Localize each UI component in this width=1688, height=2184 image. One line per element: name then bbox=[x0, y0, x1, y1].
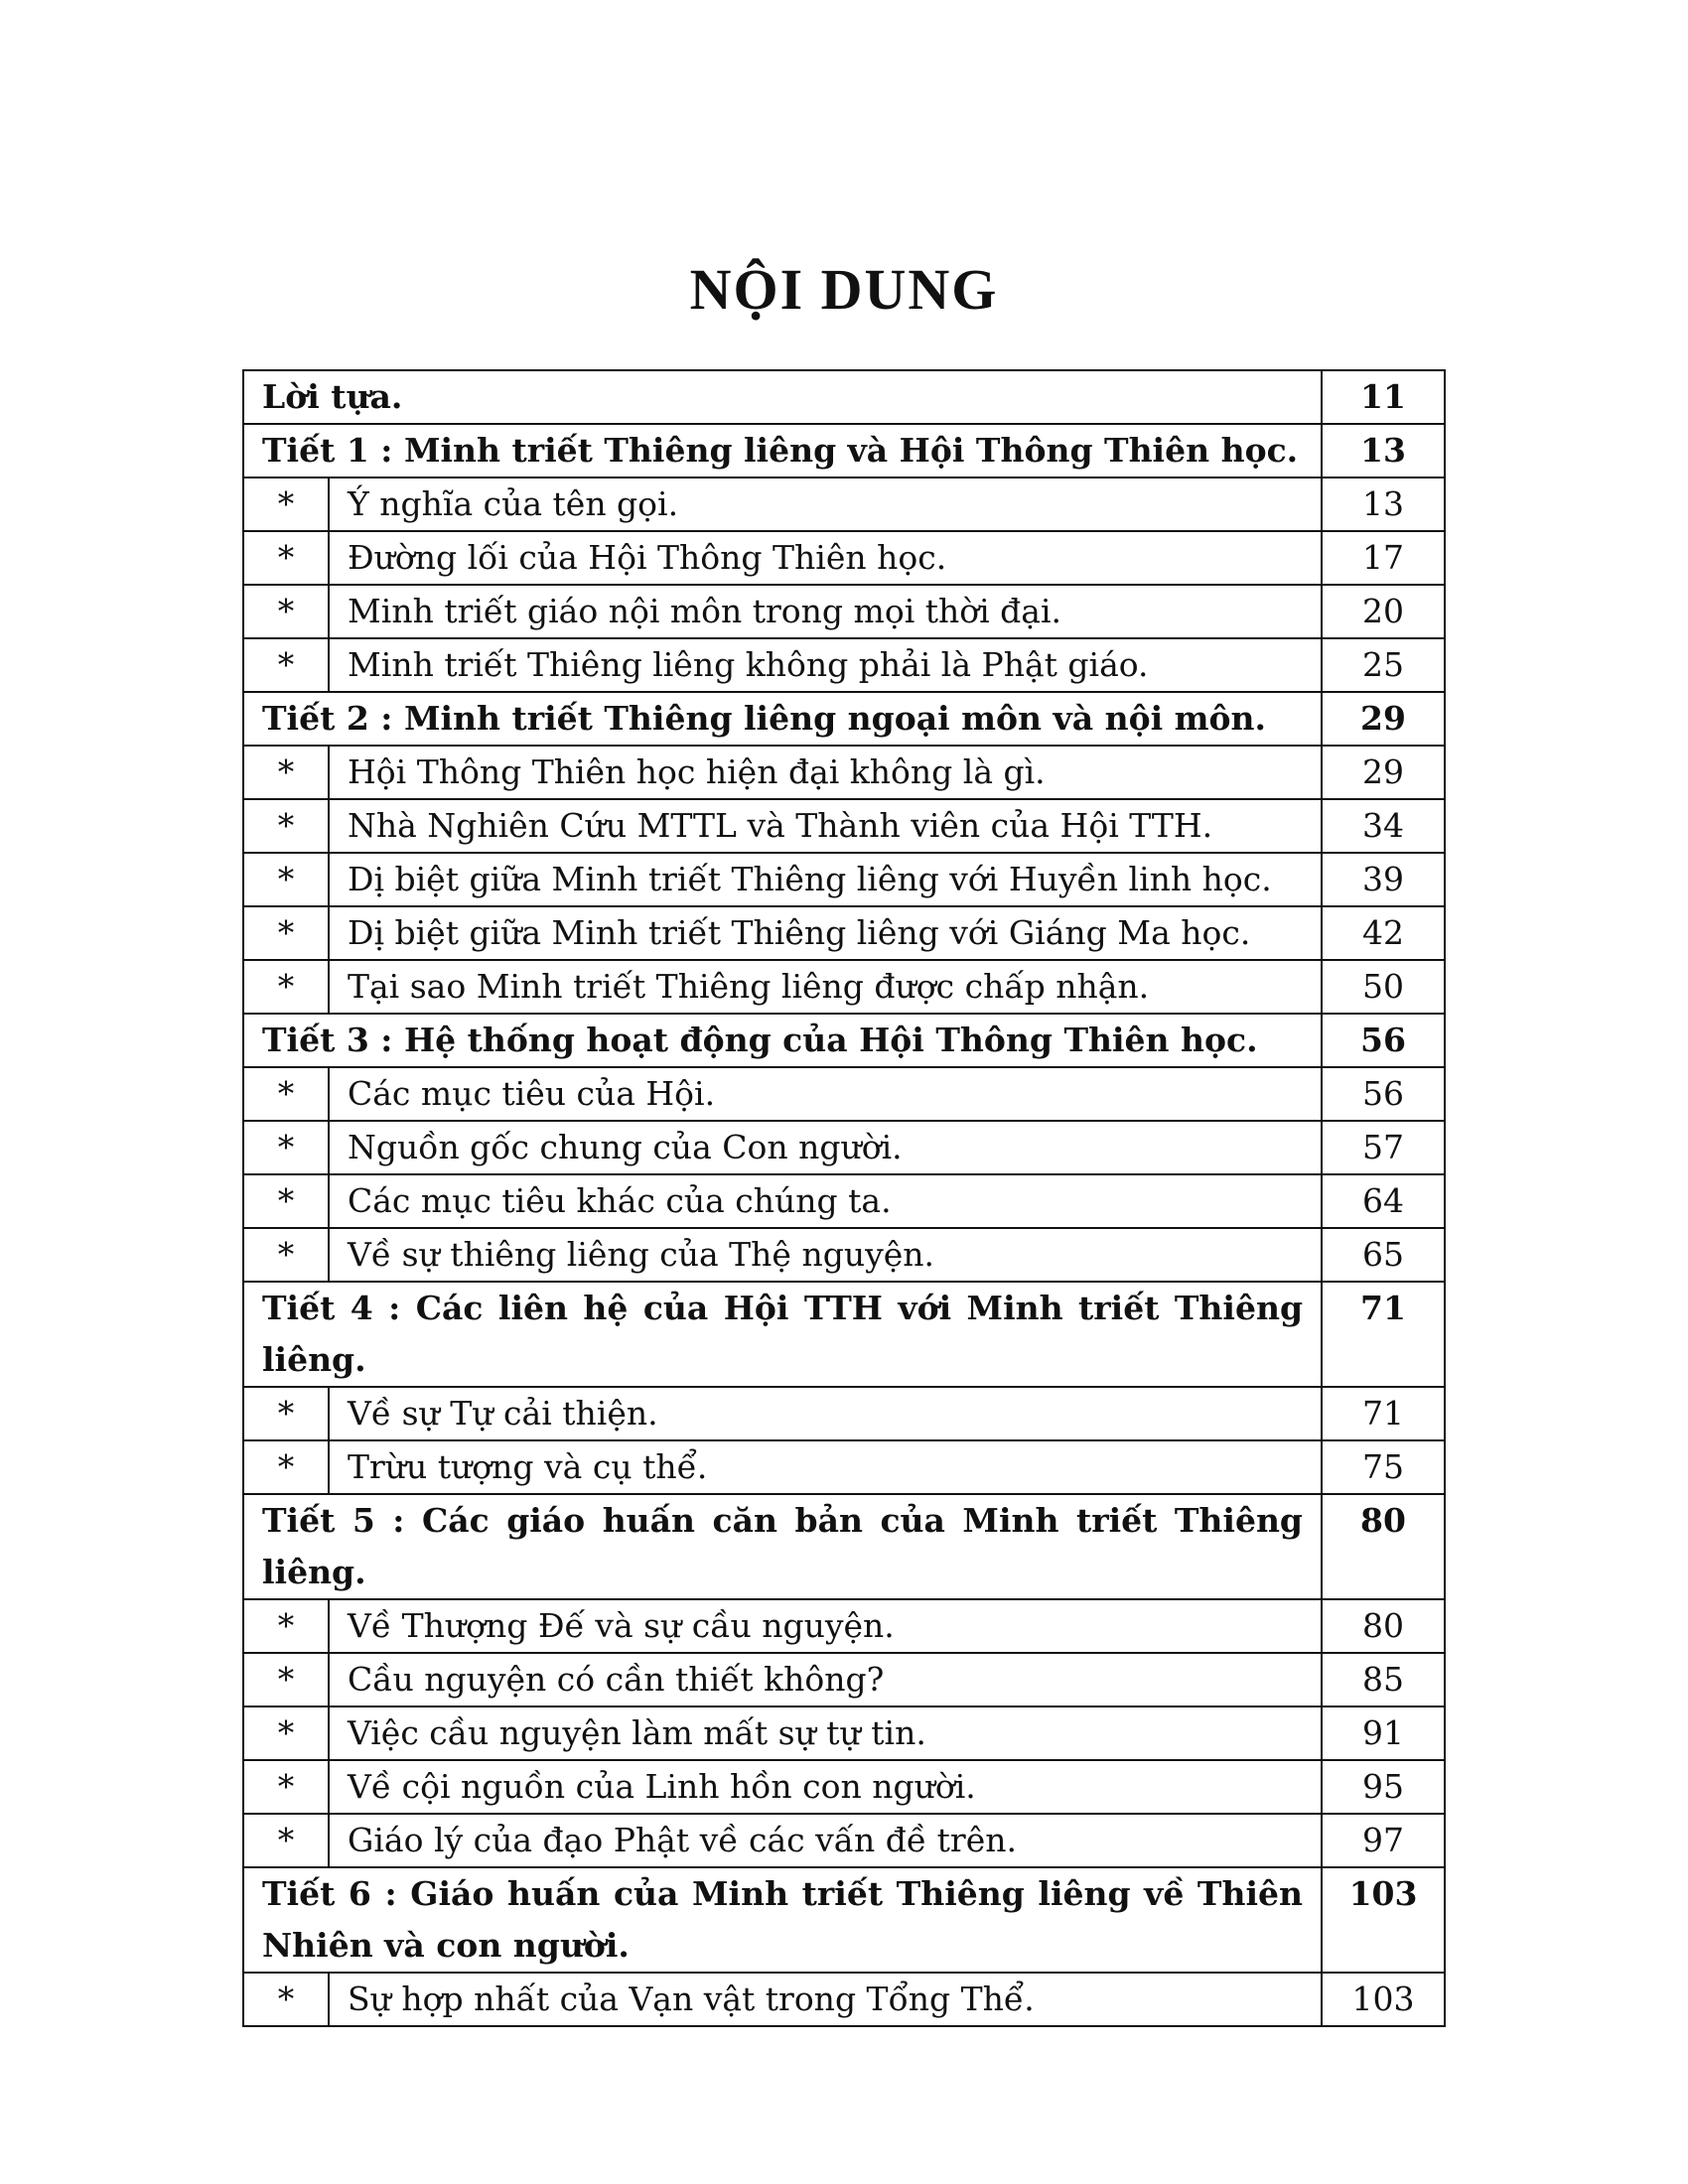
toc-item-row bbox=[243, 1973, 1445, 2026]
toc-section-title: Tiết 4 : Các liên hệ của Hội TTH với Minh triết Thiêng liêng. bbox=[243, 1282, 1322, 1387]
toc-item-label: Nguồn gốc chung của Con người. bbox=[329, 1121, 1322, 1174]
toc-item-row bbox=[243, 1067, 1445, 1121]
toc-page-number: 20 bbox=[1322, 585, 1445, 638]
toc-page-number: 71 bbox=[1322, 1387, 1445, 1440]
toc-page-number: 103 bbox=[1322, 1867, 1445, 1973]
toc-page-number: 29 bbox=[1322, 692, 1445, 746]
toc-item-label: Các mục tiêu khác của chúng ta. bbox=[329, 1174, 1322, 1228]
toc-item-row bbox=[243, 1760, 1445, 1814]
toc-item-label: Đường lối của Hội Thông Thiên học. bbox=[329, 531, 1322, 585]
toc-bullet-marker: * bbox=[243, 1067, 329, 1121]
toc-page-number: 29 bbox=[1322, 746, 1445, 799]
toc-bullet-marker: * bbox=[243, 1814, 329, 1867]
toc-section-title: Tiết 2 : Minh triết Thiêng liêng ngoại môn và nội môn. bbox=[243, 692, 1322, 746]
toc-item-row bbox=[243, 746, 1445, 799]
toc-page-number: 85 bbox=[1322, 1653, 1445, 1706]
toc-page-number: 56 bbox=[1322, 1014, 1445, 1067]
toc-item-label: Về sự thiêng liêng của Thệ nguyện. bbox=[329, 1228, 1322, 1282]
toc-page-number: 13 bbox=[1322, 478, 1445, 531]
toc-item-label: Trừu tượng và cụ thể. bbox=[329, 1440, 1322, 1494]
toc-item-row bbox=[243, 853, 1445, 906]
toc-item-row bbox=[243, 1174, 1445, 1228]
toc-bullet-marker: * bbox=[243, 1706, 329, 1760]
toc-item-row bbox=[243, 960, 1445, 1014]
toc-item-row bbox=[243, 1387, 1445, 1440]
toc-bullet-marker: * bbox=[243, 1174, 329, 1228]
toc-section-row bbox=[243, 1282, 1445, 1387]
toc-item-row bbox=[243, 1599, 1445, 1653]
toc-item-label: Dị biệt giữa Minh triết Thiêng liêng với Giáng Ma học. bbox=[329, 906, 1322, 960]
toc-item-label: Về cội nguồn của Linh hồn con người. bbox=[329, 1760, 1322, 1814]
toc-preface-label: Lời tựa. bbox=[243, 370, 1322, 424]
toc-page-number: 97 bbox=[1322, 1814, 1445, 1867]
toc-page-number: 25 bbox=[1322, 638, 1445, 692]
toc-item-label: Về sự Tự cải thiện. bbox=[329, 1387, 1322, 1440]
toc-item-row bbox=[243, 906, 1445, 960]
toc-page-number: 95 bbox=[1322, 1760, 1445, 1814]
toc-page-number: 91 bbox=[1322, 1706, 1445, 1760]
toc-section-title: Tiết 5 : Các giáo huấn căn bản của Minh triết Thiêng liêng. bbox=[243, 1494, 1322, 1599]
toc-bullet-marker: * bbox=[243, 1387, 329, 1440]
toc-bullet-marker: * bbox=[243, 1599, 329, 1653]
toc-bullet-marker: * bbox=[243, 853, 329, 906]
toc-bullet-marker: * bbox=[243, 1760, 329, 1814]
toc-item-label: Hội Thông Thiên học hiện đại không là gì. bbox=[329, 746, 1322, 799]
toc-page-number: 50 bbox=[1322, 960, 1445, 1014]
toc-bullet-marker: * bbox=[243, 638, 329, 692]
toc-item-row bbox=[243, 1228, 1445, 1282]
toc-row-preface bbox=[243, 370, 1445, 424]
toc-item-label: Việc cầu nguyện làm mất sự tự tin. bbox=[329, 1706, 1322, 1760]
toc-section-row bbox=[243, 424, 1445, 478]
toc-bullet-marker: * bbox=[243, 1440, 329, 1494]
toc-page-number: 56 bbox=[1322, 1067, 1445, 1121]
toc-item-row bbox=[243, 638, 1445, 692]
toc-page-number: 17 bbox=[1322, 531, 1445, 585]
toc-bullet-marker: * bbox=[243, 960, 329, 1014]
toc-item-label: Cầu nguyện có cần thiết không? bbox=[329, 1653, 1322, 1706]
toc-page-number: 39 bbox=[1322, 853, 1445, 906]
toc-bullet-marker: * bbox=[243, 1121, 329, 1174]
toc-bullet-marker: * bbox=[243, 1973, 329, 2026]
toc-section-title: Tiết 1 : Minh triết Thiêng liêng và Hội Thông Thiên học. bbox=[243, 424, 1322, 478]
toc-item-row bbox=[243, 1814, 1445, 1867]
toc-page-number: 80 bbox=[1322, 1599, 1445, 1653]
toc-bullet-marker: * bbox=[243, 746, 329, 799]
toc-section-row bbox=[243, 692, 1445, 746]
toc-item-row bbox=[243, 1653, 1445, 1706]
toc-page-number: 75 bbox=[1322, 1440, 1445, 1494]
page-title: NỘI DUNG bbox=[689, 257, 999, 322]
toc-item-label: Nhà Nghiên Cứu MTTL và Thành viên của Hội TTH. bbox=[329, 799, 1322, 853]
toc-item-label: Ý nghĩa của tên gọi. bbox=[329, 478, 1322, 531]
toc-item-label: Sự hợp nhất của Vạn vật trong Tổng Thể. bbox=[329, 1973, 1322, 2026]
toc-item-label: Về Thượng Đế và sự cầu nguyện. bbox=[329, 1599, 1322, 1653]
toc-bullet-marker: * bbox=[243, 585, 329, 638]
toc-item-row bbox=[243, 478, 1445, 531]
toc-section-title: Tiết 6 : Giáo huấn của Minh triết Thiêng liêng về Thiên Nhiên và con người. bbox=[243, 1867, 1322, 1973]
toc-bullet-marker: * bbox=[243, 1653, 329, 1706]
toc-item-row bbox=[243, 799, 1445, 853]
toc-section-row bbox=[243, 1494, 1445, 1599]
toc-page-number: 13 bbox=[1322, 424, 1445, 478]
toc-page-number: 42 bbox=[1322, 906, 1445, 960]
toc-item-row bbox=[243, 1706, 1445, 1760]
toc-item-label: Tại sao Minh triết Thiêng liêng được chấp nhận. bbox=[329, 960, 1322, 1014]
toc-page-number: 57 bbox=[1322, 1121, 1445, 1174]
toc-bullet-marker: * bbox=[243, 1228, 329, 1282]
toc-page-number: 103 bbox=[1322, 1973, 1445, 2026]
toc-bullet-marker: * bbox=[243, 799, 329, 853]
toc-bullet-marker: * bbox=[243, 906, 329, 960]
toc-item-label: Các mục tiêu của Hội. bbox=[329, 1067, 1322, 1121]
toc-item-label: Minh triết Thiêng liêng không phải là Phật giáo. bbox=[329, 638, 1322, 692]
toc-item-row bbox=[243, 531, 1445, 585]
toc-page-number: 65 bbox=[1322, 1228, 1445, 1282]
toc-page-number: 80 bbox=[1322, 1494, 1445, 1599]
table-of-contents bbox=[242, 369, 1446, 2027]
toc-item-row bbox=[243, 1121, 1445, 1174]
toc-page-number: 34 bbox=[1322, 799, 1445, 853]
toc-item-row bbox=[243, 1440, 1445, 1494]
toc-bullet-marker: * bbox=[243, 478, 329, 531]
toc-item-row bbox=[243, 585, 1445, 638]
toc-section-title: Tiết 3 : Hệ thống hoạt động của Hội Thông Thiên học. bbox=[243, 1014, 1322, 1067]
toc-page-number: 64 bbox=[1322, 1174, 1445, 1228]
toc-section-row bbox=[243, 1014, 1445, 1067]
toc-item-label: Dị biệt giữa Minh triết Thiêng liêng với Huyền linh học. bbox=[329, 853, 1322, 906]
toc-bullet-marker: * bbox=[243, 531, 329, 585]
toc-item-label: Giáo lý của đạo Phật về các vấn đề trên. bbox=[329, 1814, 1322, 1867]
toc-page-number: 11 bbox=[1322, 370, 1445, 424]
toc-page-number: 71 bbox=[1322, 1282, 1445, 1387]
toc-item-label: Minh triết giáo nội môn trong mọi thời đại. bbox=[329, 585, 1322, 638]
toc-section-row bbox=[243, 1867, 1445, 1973]
